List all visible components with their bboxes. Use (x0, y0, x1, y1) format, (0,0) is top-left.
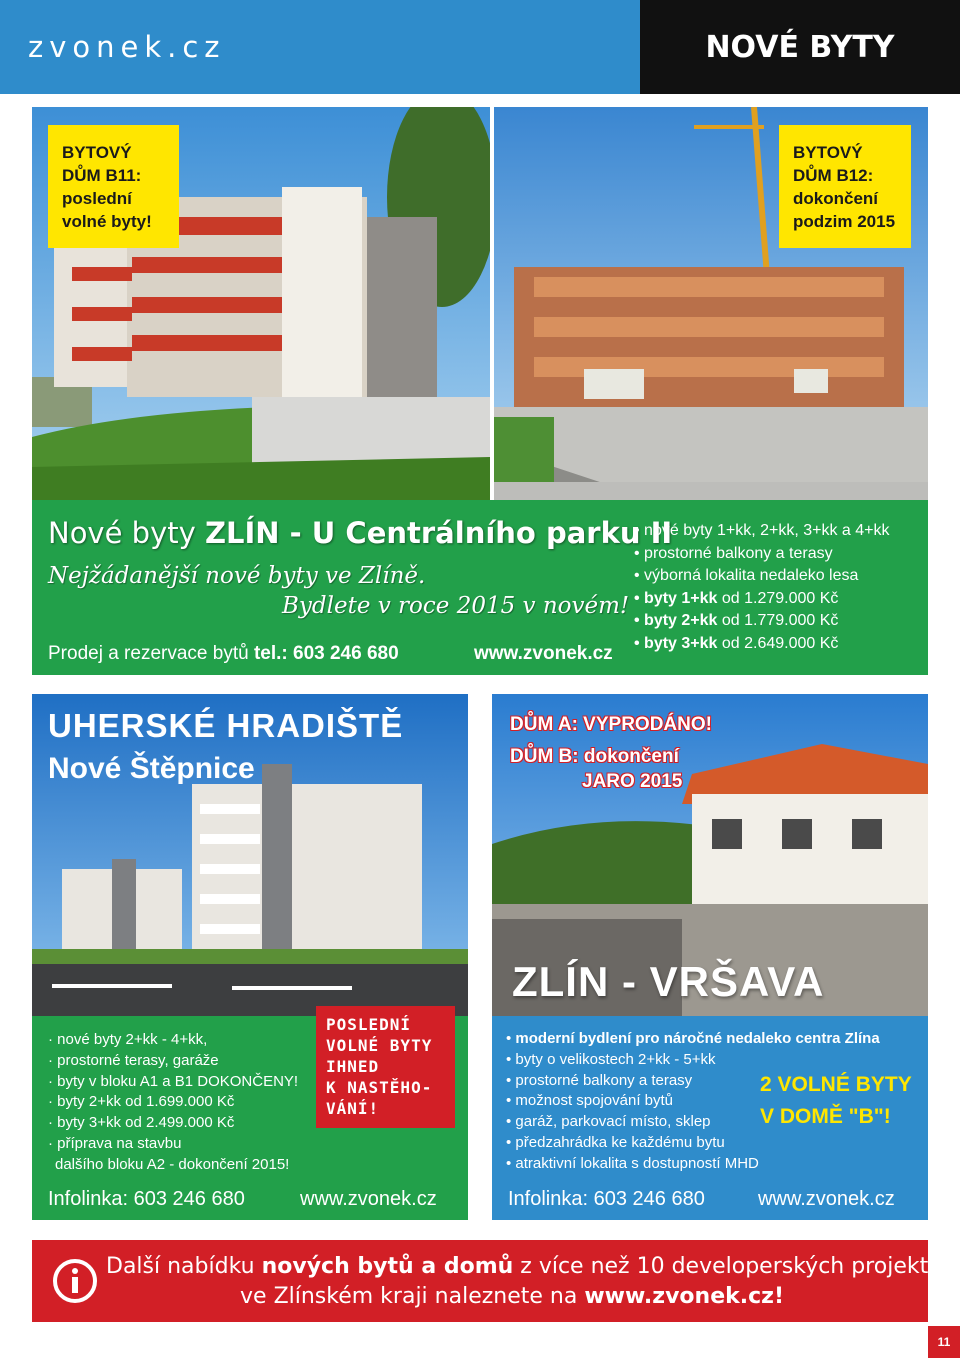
list-item: • atraktivní lokalita s dostupností MHD (506, 1154, 880, 1175)
list-item-text: moderní bydlení pro náročné nedaleko centra Zlína (515, 1030, 880, 1047)
tag-b12-line1: BYTOVÝ (793, 143, 863, 162)
list-item: • předzahrádka ke každému bytu (506, 1133, 880, 1154)
list-item: · příprava na stavbu (48, 1134, 298, 1155)
banner-line-1 (106, 1254, 943, 1279)
tag-b11-line2: DŮM B11: (62, 166, 142, 185)
bottom-banner (32, 1240, 928, 1322)
list-item: · byty 3+kk od 2.499.000 Kč (48, 1113, 298, 1134)
list-item: • byty o velikostech 2+kk - 5+kk (506, 1050, 880, 1071)
banner-web-link[interactable]: www.zvonek.cz! (584, 1284, 784, 1309)
price-item (634, 610, 890, 633)
tag-b12-line3: dokončení (793, 189, 879, 208)
tag-b12-line2: DŮM B12: (793, 166, 874, 185)
page-title: NOVÉ BYTY (705, 30, 895, 65)
uh-heading: UHERSKÉ HRADIŠTĚ (48, 707, 404, 744)
vrsava-infoline[interactable]: Infolinka: 603 246 680 (508, 1188, 705, 1210)
price-label: • byty 3+kk (634, 634, 718, 652)
price-value: od 1.779.000 Kč (717, 612, 839, 630)
uh-infoline[interactable]: Infolinka: 603 246 680 (48, 1188, 245, 1210)
uh-subheading: Nové Štěpnice (48, 752, 255, 785)
price-item (634, 588, 890, 611)
badge-line: VÁNÍ! (326, 1099, 380, 1118)
list-item: • výborná lokalita nedaleko lesa (634, 567, 859, 585)
list-item: • garáž, parkovací místo, sklep (506, 1112, 880, 1133)
list-item-continued (48, 1155, 298, 1176)
list-item: · prostorné terasy, garáže (48, 1051, 298, 1072)
list-item-continued-text: dalšího bloku A2 - dokončení 2015! (55, 1155, 290, 1173)
list-item: • prostorné balkony a terasy (634, 544, 833, 562)
tag-b12-line4: podzim 2015 (793, 212, 896, 231)
zlin-slogan-1: Nejžádanější nové byty ve Zlíně. (48, 563, 426, 589)
badge-line: K NASTĚHO- (326, 1078, 433, 1097)
vrsava-status-a: DŮM A: VYPRODÁNO! (510, 714, 712, 735)
list-item: • nové byty 1+kk, 2+kk, 3+kk a 4+kk (634, 522, 890, 539)
banner-text: z více než 10 developerských projektů (513, 1254, 943, 1279)
tag-b11-line3: poslední (62, 189, 132, 208)
list-item: · byty 2+kk od 1.699.000 Kč (48, 1092, 298, 1113)
list-item (506, 1029, 880, 1050)
vrsava-free-flats: 2 VOLNÉ BYTY (760, 1073, 912, 1096)
tag-b11-line1: BYTOVÝ (62, 143, 132, 162)
price-value: od 1.279.000 Kč (717, 589, 839, 607)
vrsava-status-b-date: JARO 2015 (582, 771, 683, 792)
zlin-phone[interactable]: tel.: 603 246 680 (253, 643, 399, 664)
badge-line: POSLEDNÍ (326, 1015, 412, 1034)
vrsava-feature-list (506, 1029, 880, 1175)
tag-b11 (48, 125, 179, 248)
vrsava-web-link[interactable]: www.zvonek.cz (758, 1188, 895, 1210)
price-label: • byty 1+kk (634, 589, 718, 607)
tag-b11-line4: volné byty! (62, 212, 152, 231)
zlin-web-link[interactable]: www.zvonek.cz (474, 643, 613, 664)
zlin-feature-list (634, 520, 890, 656)
zlin-slogan-2: Bydlete v roce 2015 v novém! (282, 593, 630, 619)
vrsava-heading: ZLÍN - VRŠAVA (512, 958, 825, 1005)
vrsava-status-b: DŮM B: dokončení (510, 746, 679, 767)
uh-feature-list (48, 1030, 298, 1176)
list-item: · byty v bloku A1 a B1 DOKONČENY! (48, 1072, 298, 1093)
vrsava-free-flats-house: V DOMĚ "B"! (760, 1105, 891, 1128)
banner-text: Další nabídku (106, 1254, 262, 1279)
banner-line-2 (106, 1284, 918, 1309)
banner-text-bold: nových bytů a domů (261, 1254, 514, 1279)
list-item: • prostorné balkony a terasy (506, 1071, 880, 1092)
uh-web-link[interactable]: www.zvonek.cz (300, 1188, 437, 1210)
zlin-contact (48, 643, 399, 665)
badge-line: VOLNÉ BYTY (326, 1036, 433, 1055)
info-icon (52, 1258, 98, 1304)
zlin-heading (48, 516, 672, 550)
banner-text: ve Zlínském kraji naleznete na (240, 1284, 585, 1309)
price-label: • byty 2+kk (634, 612, 718, 630)
price-value: od 2.649.000 Kč (717, 634, 839, 652)
badge-line: IHNED (326, 1057, 380, 1076)
page-number: 11 (928, 1326, 960, 1358)
uh-availability-badge (316, 1006, 455, 1128)
zlin-contact-prefix: Prodej a rezervace bytů (48, 643, 254, 664)
price-item (634, 633, 890, 656)
zvonek-logo[interactable]: zvonek.cz (28, 30, 226, 64)
zlin-heading-bold: ZLÍN - U Centrálního parku II (204, 516, 673, 550)
list-item: • možnost spojování bytů (506, 1091, 880, 1112)
zlin-heading-prefix: Nové byty (48, 516, 205, 550)
tag-b12 (779, 125, 911, 248)
list-item: · nové byty 2+kk - 4+kk, (48, 1030, 298, 1051)
